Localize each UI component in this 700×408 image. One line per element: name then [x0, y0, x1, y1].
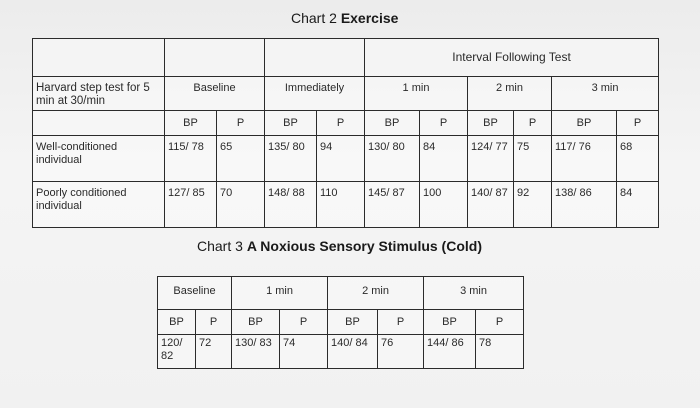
- chart2-value: 100: [420, 182, 468, 228]
- chart2-title-prefix: Chart 2: [291, 10, 337, 26]
- chart2-value: 70: [217, 182, 265, 228]
- chart2-value: 110: [317, 182, 365, 228]
- chart3-phase-3min: 3 min: [424, 277, 524, 310]
- chart3-value: 76: [378, 335, 424, 369]
- chart2-sub-p: P: [420, 111, 468, 136]
- chart2-value: 84: [420, 136, 468, 182]
- chart3-value: 140/ 84: [328, 335, 378, 369]
- chart2-value: 75: [514, 136, 552, 182]
- chart3-value-row: [158, 335, 524, 369]
- chart3-sub-bp: BP: [424, 310, 476, 335]
- chart2-title: [291, 10, 398, 26]
- chart3-table: [157, 276, 524, 369]
- chart2-sub-bp: BP: [265, 111, 317, 136]
- chart2-sub-p: P: [617, 111, 659, 136]
- chart2-sub-p: P: [217, 111, 265, 136]
- chart2-phase-baseline: Baseline: [165, 77, 265, 111]
- chart3-value: 120/ 82: [158, 335, 196, 369]
- chart2-value: 130/ 80: [365, 136, 420, 182]
- chart3-sub-bp: BP: [232, 310, 280, 335]
- chart3-sub-bp: BP: [328, 310, 378, 335]
- chart2-value: 138/ 86: [552, 182, 617, 228]
- chart2-value: 92: [514, 182, 552, 228]
- chart2-empty-cell: [33, 111, 165, 136]
- chart2-value: 68: [617, 136, 659, 182]
- chart2-row-label-header: Harvard step test for 5 min at 30/min: [33, 77, 165, 111]
- chart2-value: 145/ 87: [365, 182, 420, 228]
- chart2-value: 115/ 78: [165, 136, 217, 182]
- chart2-value: 127/ 85: [165, 182, 217, 228]
- chart2-sub-bp: BP: [552, 111, 617, 136]
- chart3-value: 78: [476, 335, 524, 369]
- chart2-row-well: [33, 136, 659, 182]
- chart3-sub-p: P: [196, 310, 232, 335]
- chart2-value: 94: [317, 136, 365, 182]
- chart3-phase-row: [158, 277, 524, 310]
- chart2-sub-bp: BP: [165, 111, 217, 136]
- chart3-phase-baseline: Baseline: [158, 277, 232, 310]
- chart3-title-bold: A Noxious Sensory Stimulus (Cold): [246, 238, 482, 254]
- chart2-empty-cell: [265, 39, 365, 77]
- chart2-sub-p: P: [317, 111, 365, 136]
- chart2-sub-header-row: [33, 111, 659, 136]
- chart2-group-header: Interval Following Test: [365, 39, 659, 77]
- chart2-row-label: Poorly conditioned individual: [33, 182, 165, 228]
- chart3-sub-p: P: [476, 310, 524, 335]
- chart2-phase-immediately: Immediately: [265, 77, 365, 111]
- chart3-value: 72: [196, 335, 232, 369]
- chart2-row-label: Well-conditioned individual: [33, 136, 165, 182]
- chart2-value: 148/ 88: [265, 182, 317, 228]
- chart2-value: 140/ 87: [468, 182, 514, 228]
- chart2-phase-3min: 3 min: [552, 77, 659, 111]
- chart2-title-bold: Exercise: [340, 10, 399, 26]
- chart2-value: 124/ 77: [468, 136, 514, 182]
- chart2-phase-1min: 1 min: [365, 77, 468, 111]
- chart3-phase-1min: 1 min: [232, 277, 328, 310]
- chart3-sub-p: P: [280, 310, 328, 335]
- chart2-row-poor: [33, 182, 659, 228]
- chart3-value: 130/ 83: [232, 335, 280, 369]
- chart2-value: 65: [217, 136, 265, 182]
- chart2-phase-2min: 2 min: [468, 77, 552, 111]
- chart3-sub-bp: BP: [158, 310, 196, 335]
- chart2-empty-cell: [165, 39, 265, 77]
- chart2-empty-cell: [33, 39, 165, 77]
- chart2-phase-row: [33, 77, 659, 111]
- chart3-value: 144/ 86: [424, 335, 476, 369]
- chart2-table: [32, 38, 659, 228]
- chart2-sub-bp: BP: [365, 111, 420, 136]
- chart3-value: 74: [280, 335, 328, 369]
- chart3-title: [197, 238, 482, 254]
- chart2-value: 117/ 76: [552, 136, 617, 182]
- chart2-value: 135/ 80: [265, 136, 317, 182]
- chart3-phase-2min: 2 min: [328, 277, 424, 310]
- chart2-group-row: [33, 39, 659, 77]
- chart3-sub-p: P: [378, 310, 424, 335]
- chart2-sub-bp: BP: [468, 111, 514, 136]
- chart2-sub-p: P: [514, 111, 552, 136]
- chart3-title-prefix: Chart 3: [197, 238, 243, 254]
- chart2-value: 84: [617, 182, 659, 228]
- chart3-sub-header-row: [158, 310, 524, 335]
